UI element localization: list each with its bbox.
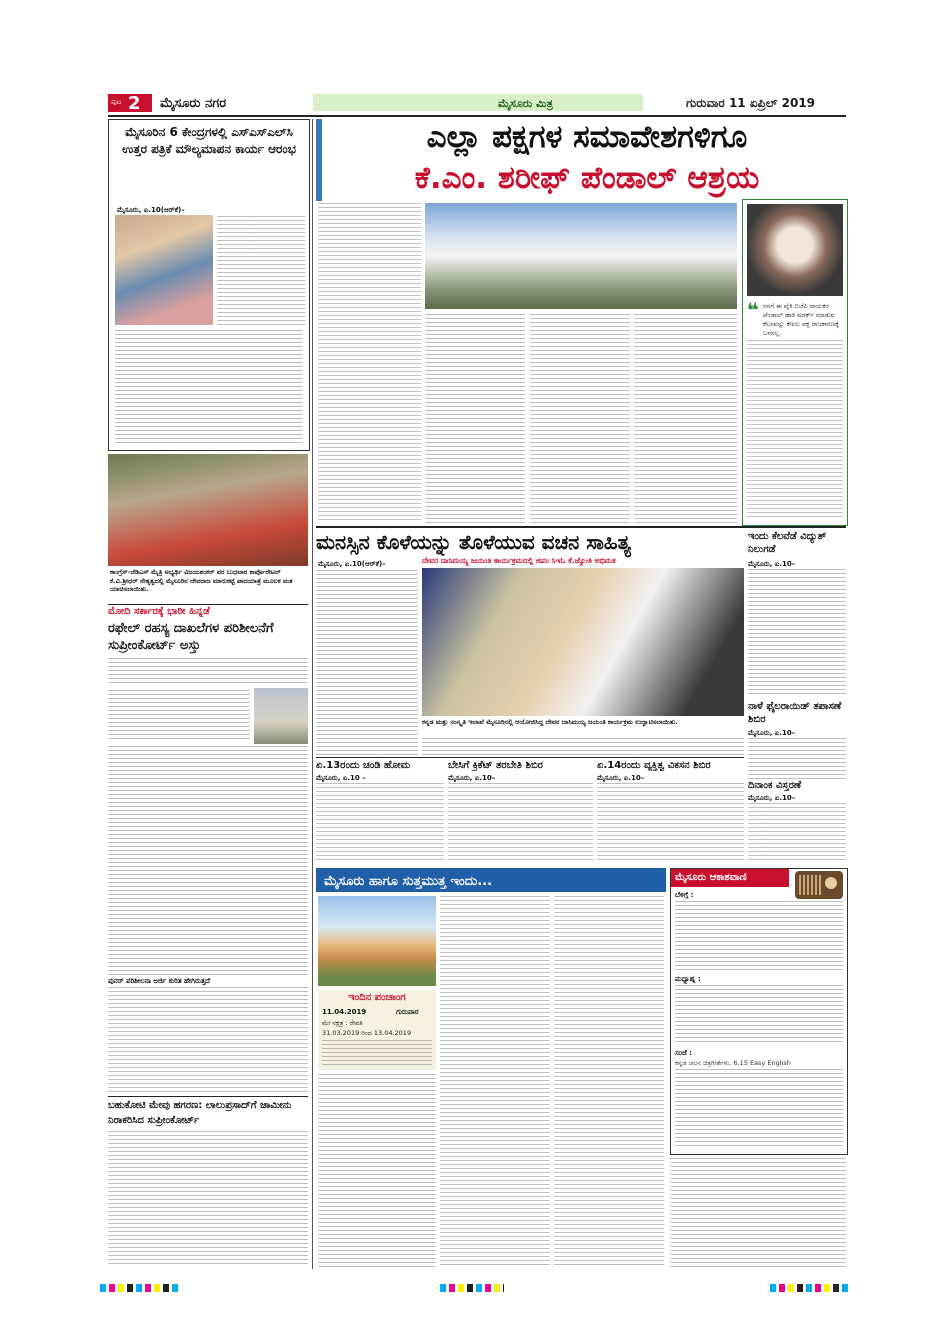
panchanga-title: ಇಂದಿನ ಪಂಚಾಂಗ [348,992,406,1003]
sslc-heading: ಮೈಸೂರಿನ 6 ಕೇಂದ್ರಗಳಲ್ಲಿ ಎಸ್‌ಎಸ್‌ಎಲ್‌ಸಿ ಉತ್ತರ ಪತ್ರಿಕೆ ಮೌಲ್ಯಮಾಪನ ಕಾರ್ಯ ಆರಂಭ [122,125,296,156]
filaria-heading: ನಾಳೆ ಫೈಲರಾಯಿಡ್ ತಪಾಸಣೆ ಶಿಬಿರ [748,701,842,725]
extend-story [748,780,846,864]
lead-headline-line2: ಕೆ.ಎಂ. ಶರೀಫ್ ಪೆಂಡಾಲ್ ಆಶ್ರಯ [414,160,760,196]
right-bottom-body [670,1158,846,1268]
rafale-kicker: ಮೋದಿ ಸರ್ಕಾರಕ್ಕೆ ಭಾರೀ ಹಿನ್ನಡೆ [108,606,210,617]
radio-noon-label: ಮಧ್ಯಾಹ್ನ : [675,975,701,983]
lalu-story [108,1098,308,1268]
page-label: ಪುಟ [111,98,122,106]
sharief-portrait [747,204,843,296]
rafale-body-a [108,658,308,686]
brief3-body [597,783,744,863]
brief2-heading: ಬೇಸಿಗೆ ಕ್ರಿಕೆಟ್ ತರಬೇತಿ ಶಿಬಿರ [448,760,543,771]
today-listing-right [554,896,664,1268]
radio-evening-list [675,1069,843,1149]
lead-body-2 [425,314,525,524]
panchanga-box [318,990,436,1070]
brief-cricket-camp [448,760,593,864]
extend-heading: ದಿನಾಂಕ ವಿಸ್ತರಣೆ [748,780,802,791]
radio-noon-list [675,985,843,1045]
brief2-body [448,783,593,863]
today-listing-left [318,1074,436,1268]
vachana-story [316,530,744,755]
brief-chandi-homa [316,760,444,864]
sslc-dateline: ಮೈಸೂರು, ಏ.10(ಆರ್‌ಕೆ)– [117,206,185,214]
today-section [316,868,666,1270]
today-header [316,870,666,892]
today-heading: ಮೈಸೂರು ಹಾಗೂ ಸುತ್ತಮುತ್ತ ಇಂದು... [324,874,493,889]
page-number-badge [108,94,152,112]
brief2-dateline: ಮೈಸೂರು, ಏ.10– [448,774,496,782]
radio-evening-label: ಸಂಜೆ : [675,1049,693,1057]
tomato-caption: ಕಾಂಗ್ರೆಸ್-ಜೆಡಿಎಸ್ ಮೈತ್ರಿ ಅಭ್ಯರ್ಥಿ ವಿಜಯಶಂಕರ್ ಪರ ಬುಧವಾರ ಕಾರ್ಪೊರೇಟರ್ ಕೆ.ವಿ.ಶ್ರೀಧರ್ ನೇತೃತ್ವದಲ್ಲಿ ಮೈಸೂರಿನ ದೇವರಾಜ ಮಾರುಕಟ್ಟೆ ಪಾದಯಾತ್ರೆ ಮೂಲಕ ಮತ ಯಾಚಿಸಲಾಯಿತು. [110,568,293,593]
column-divider [312,119,313,1269]
color-registration-center [440,1284,504,1292]
rafale-body-b [108,690,250,740]
brief3-dateline: ಮೈಸೂರು, ಏ.10– [597,774,645,782]
sslc-body-right [217,216,305,326]
radio-section [670,868,848,1155]
panchanga-day: ಗುರುವಾರ [396,1008,419,1016]
quote-mark-icon: ❝ [747,298,759,322]
brief1-dateline: ಮೈಸೂರು, ಏ.10 – [316,774,366,782]
panchanga-body [322,1040,432,1068]
briefs-top-rule [316,757,744,758]
mysore-palace-photo [318,896,436,986]
lead-body-3 [530,314,630,524]
issue-date: ಗುರುವಾರ 11 ಏಪ್ರಿಲ್ 2019 [686,96,816,110]
lalu-body [108,1131,308,1266]
rafale-top-rule [108,604,308,605]
panchanga-period: 31.03.2019 ರಿಂದ 13.04.2019 [322,1029,412,1037]
brief1-body [316,783,444,863]
section-title: ಮೈಸೂರು ನಗರ [160,96,227,111]
pendal-photo [425,203,737,309]
power-heading: ಇಂದು ಕೆಲವೆಡೆ ವಿದ್ಯುತ್ ನಿಲುಗಡೆ [748,531,827,555]
quote-box [742,199,848,526]
color-registration-right [770,1284,850,1292]
sslc-photo [115,215,213,325]
power-body [748,569,846,694]
radio-morning-list [675,901,843,971]
vachana-photo-caption: ಕನ್ನಡ ಮತ್ತು ಸಂಸ್ಕೃತಿ ಇಲಾಖೆ ಮೈಸೂರಿನಲ್ಲಿ ಆಯೋಜಿಸಿದ್ದ ದೇವರ ದಾಸಿಮಯ್ಯ ಜಯಂತಿ ಕಾರ್ಯಕ್ರಮ ಉದ್ಘಾಟಿಸಲಾಯಿತು. [422,718,678,726]
quote-text: ನನಗೆ ಈ ಪೈಕಿ ಬಿಜೆಪಿ ನಾಯಕರ ಪೆಂಡಾಲ್ ಹಾಕಿ ಮಾರ್ಕ್ ಮಾಡುವ ಕೆಲಸವನ್ನು ಕೇವಲ ಪಕ್ಷ ರಾಜಕಾರಣಕ್ಕೆ ಬಳಸಲ್ಲ. [763,302,839,337]
lalu-heading: ಬಹುಕೋಟಿ ಮೇವು ಹಗರಣ: ಲಾಲುಪ್ರಸಾದ್‌ಗೆ ಜಾಮೀನು ನಿರಾಕರಿಸಿದ ಸುಪ್ರೀಂಕೋರ್ಟ್ [108,1100,292,1126]
rafale-body-c [108,746,308,976]
radio-icon [795,871,843,899]
panchanga-date: 11.04.2019 [322,1008,367,1016]
masthead [108,93,846,113]
power-dateline: ಮೈಸೂರು, ಏ.10– [748,560,796,568]
rafale-heading: ರಫೇಲ್ ರಹಸ್ಯ ದಾಖಲೆಗಳ ಪರಿಶೀಲನೆಗೆ ಸುಪ್ರೀಂಕೋರ್ಟ್ ಅಸ್ತು [108,621,274,653]
lead-headline-line1: ಎಲ್ಲಾ ಪಕ್ಷಗಳ ಸಮಾವೇಶಗಳಿಗೂ [426,119,748,155]
radio-item: ಕನ್ನಡ ಚಲನ ಚಿತ್ರಗೀತೆಗಳು. 6.15 Easy English [675,1059,791,1067]
brief1-heading: ಏ.13ರಂದು ಚಂಡಿ ಹೋಮ [316,760,411,771]
extend-dateline: ಮೈಸೂರು, ಏ.10– [748,794,796,802]
vachana-body [316,570,418,755]
vachana-photo-banner: ದೇವರ ದಾಸಿಮಯ್ಯ ಜಯಂತಿ ಕಾರ್ಯಕ್ರಮದಲ್ಲಿ ಜಿಪಂ ಸಿಇಓ ಕೆ.ಜ್ಯೋತಿ ಅಭಿಮತ [422,556,616,565]
filaria-body [748,738,846,780]
rafale-story [108,606,308,1094]
lead-body-4 [634,314,737,524]
filaria-dateline: ಮೈಸೂರು, ಏ.10– [748,729,796,737]
color-registration-left [100,1284,180,1292]
vachana-dateline: ಮೈಸೂರು, ಏ.10(ಆರ್‌ಕೆ)– [318,560,386,568]
vachana-body-2 [422,738,744,755]
brief3-heading: ಏ.14ರಂದು ವ್ಯಕ್ತಿತ್ವ ವಿಕಸನ ಶಿಬಿರ [597,760,711,771]
lead-body-1 [318,203,421,523]
panchanga-nakshatra: ಮೇ ನಕ್ಷತ್ರ : ರೇವತಿ [322,1019,363,1027]
quote-body [747,340,843,518]
sslc-story [108,119,310,451]
masthead-band [313,94,643,111]
page-number: 2 [128,93,141,114]
lead-accent-bar [316,119,322,201]
radio-header [671,869,789,887]
brief-personality-camp [597,760,744,864]
supreme-court-photo [254,688,308,744]
paper-name: ಮೈಸೂರು ಮಿತ್ರ [498,97,553,110]
sslc-body [115,330,303,445]
vachana-heading: ಮನಸ್ಸಿನ ಕೊಳೆಯನ್ನು ತೊಳೆಯುವ ವಚನ ಸಾಹಿತ್ಯ [316,530,632,554]
lalu-top-rule [108,1096,308,1097]
vachana-top-rule [316,526,846,528]
extend-body [748,803,846,863]
radio-heading: ಮೈಸೂರು ಆಕಾಶವಾಣಿ [675,872,747,883]
today-listing-mid [440,896,550,1268]
rafale-body-d [108,987,308,1092]
vachana-photo [422,568,744,716]
rafale-subhead: ಪುನರ್ ಪರಿಶೀಲನಾ ಅರ್ಜಿ ಕುರಿತ ಹೇಗಿರುತ್ತದೆ [108,977,210,985]
tomato-market-photo [108,454,308,566]
radio-morning-label: ಬೆಳಿಗ್ಗೆ : [675,891,694,899]
power-story [748,530,846,780]
